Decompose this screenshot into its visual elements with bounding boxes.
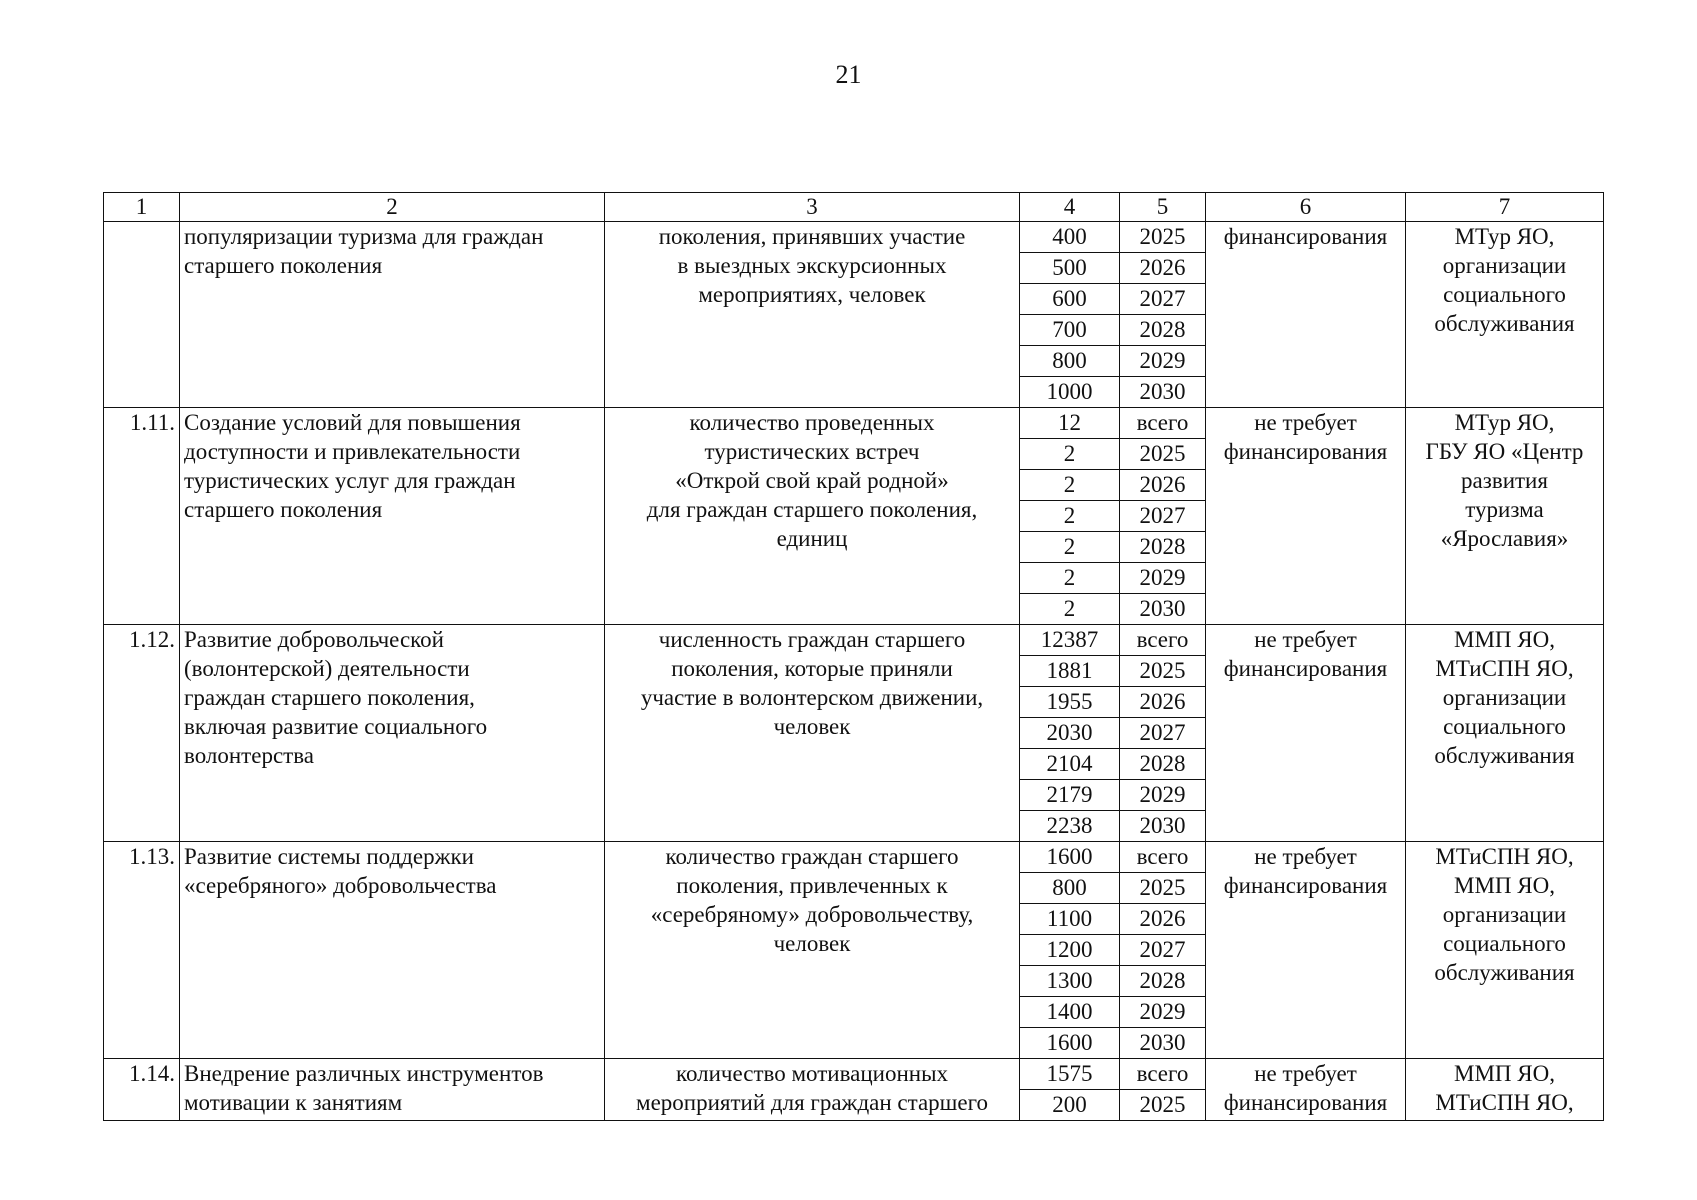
- indicator-value: 1000: [1020, 377, 1120, 408]
- measure-number: 1.14.: [104, 1059, 180, 1121]
- indicator-value: 800: [1020, 346, 1120, 377]
- measure-name: Развитие системы поддержки «серебряного» добровольчества: [180, 842, 605, 1059]
- indicator-value: 2: [1020, 439, 1120, 470]
- table-row: [104, 842, 1604, 873]
- indicator-value: 2: [1020, 532, 1120, 563]
- indicator-value: 1600: [1020, 1028, 1120, 1059]
- measure-name: Развитие добровольческой (волонтерской) деятельности граждан старшего поколения, включая развитие социального волонтерства: [180, 625, 605, 842]
- indicator-value: 2030: [1020, 718, 1120, 749]
- indicator-year: 2030: [1120, 1028, 1206, 1059]
- indicator-year: 2025: [1120, 222, 1206, 253]
- executors-list: ММП ЯО, МТиСПН ЯО,: [1406, 1059, 1604, 1121]
- table-row: [104, 1059, 1604, 1090]
- table-row: [104, 408, 1604, 439]
- indicator-value: 700: [1020, 315, 1120, 346]
- indicator-year: 2025: [1120, 656, 1206, 687]
- column-header: 4: [1020, 193, 1120, 222]
- financing-source: финансирования: [1206, 222, 1406, 408]
- indicator-year: 2028: [1120, 749, 1206, 780]
- measure-number: 1.11.: [104, 408, 180, 625]
- indicator-year: 2025: [1120, 1090, 1206, 1121]
- indicator-year: 2029: [1120, 997, 1206, 1028]
- indicator-text: количество мотивационных мероприятий для граждан старшего: [605, 1059, 1020, 1121]
- indicator-year: всего: [1120, 1059, 1206, 1090]
- indicator-year: всего: [1120, 408, 1206, 439]
- executors-list: МТур ЯО, организации социального обслуживания: [1406, 222, 1604, 408]
- column-header: 5: [1120, 193, 1206, 222]
- indicator-value: 600: [1020, 284, 1120, 315]
- indicator-text: численность граждан старшего поколения, которые приняли участие в волонтерском движении, человек: [605, 625, 1020, 842]
- measures-table: [103, 192, 1604, 1121]
- financing-source: не требует финансирования: [1206, 1059, 1406, 1121]
- column-header: 6: [1206, 193, 1406, 222]
- indicator-value: 12387: [1020, 625, 1120, 656]
- indicator-value: 1881: [1020, 656, 1120, 687]
- measure-name: Создание условий для повышения доступности и привлекательности туристических услуг для граждан старшего поколения: [180, 408, 605, 625]
- indicator-text: поколения, принявших участие в выездных экскурсионных мероприятиях, человек: [605, 222, 1020, 408]
- indicator-value: 500: [1020, 253, 1120, 284]
- indicator-year: 2029: [1120, 563, 1206, 594]
- indicator-value: 2: [1020, 501, 1120, 532]
- executors-list: ММП ЯО, МТиСПН ЯО, организации социального обслуживания: [1406, 625, 1604, 842]
- indicator-year: 2029: [1120, 346, 1206, 377]
- indicator-text: количество граждан старшего поколения, привлеченных к «серебряному» добровольчеству, человек: [605, 842, 1020, 1059]
- indicator-value: 2238: [1020, 811, 1120, 842]
- indicator-value: 2: [1020, 563, 1120, 594]
- financing-source: не требует финансирования: [1206, 842, 1406, 1059]
- measure-name: популяризации туризма для граждан старшего поколения: [180, 222, 605, 408]
- indicator-year: всего: [1120, 625, 1206, 656]
- indicator-year: 2026: [1120, 253, 1206, 284]
- measure-number: 1.12.: [104, 625, 180, 842]
- column-header: 2: [180, 193, 605, 222]
- column-header: 1: [104, 193, 180, 222]
- indicator-year: 2027: [1120, 935, 1206, 966]
- indicator-year: 2026: [1120, 687, 1206, 718]
- measure-number: 1.13.: [104, 842, 180, 1059]
- indicator-value: 12: [1020, 408, 1120, 439]
- page-number: 21: [835, 60, 862, 89]
- indicator-year: 2026: [1120, 904, 1206, 935]
- indicator-year: всего: [1120, 842, 1206, 873]
- column-header: 7: [1406, 193, 1604, 222]
- indicator-value: 1955: [1020, 687, 1120, 718]
- indicator-value: 1400: [1020, 997, 1120, 1028]
- table-row: [104, 625, 1604, 656]
- indicator-text: количество проведенных туристических встреч «Открой свой край родной» для граждан старшего поколения, единиц: [605, 408, 1020, 625]
- indicator-value: 400: [1020, 222, 1120, 253]
- table-header-row: [104, 193, 1604, 222]
- indicator-year: 2030: [1120, 811, 1206, 842]
- indicator-value: 1100: [1020, 904, 1120, 935]
- indicator-value: 1300: [1020, 966, 1120, 997]
- indicator-year: 2026: [1120, 470, 1206, 501]
- indicator-year: 2027: [1120, 284, 1206, 315]
- table-row: [104, 222, 1604, 253]
- indicator-year: 2030: [1120, 377, 1206, 408]
- indicator-value: 1575: [1020, 1059, 1120, 1090]
- measure-number: [104, 222, 180, 408]
- indicator-value: 200: [1020, 1090, 1120, 1121]
- indicator-value: 2: [1020, 594, 1120, 625]
- measure-name: Внедрение различных инструментов мотивации к занятиям: [180, 1059, 605, 1121]
- indicator-value: 1200: [1020, 935, 1120, 966]
- indicator-year: 2025: [1120, 873, 1206, 904]
- financing-source: не требует финансирования: [1206, 625, 1406, 842]
- indicator-year: 2028: [1120, 315, 1206, 346]
- indicator-value: 800: [1020, 873, 1120, 904]
- indicator-value: 1600: [1020, 842, 1120, 873]
- column-header: 3: [605, 193, 1020, 222]
- executors-list: МТур ЯО, ГБУ ЯО «Центр развития туризма «Ярославия»: [1406, 408, 1604, 625]
- financing-source: не требует финансирования: [1206, 408, 1406, 625]
- indicator-year: 2027: [1120, 718, 1206, 749]
- indicator-year: 2029: [1120, 780, 1206, 811]
- indicator-value: 2104: [1020, 749, 1120, 780]
- indicator-value: 2: [1020, 470, 1120, 501]
- indicator-year: 2028: [1120, 966, 1206, 997]
- indicator-year: 2028: [1120, 532, 1206, 563]
- indicator-value: 2179: [1020, 780, 1120, 811]
- indicator-year: 2027: [1120, 501, 1206, 532]
- indicator-year: 2025: [1120, 439, 1206, 470]
- executors-list: МТиСПН ЯО, ММП ЯО, организации социального обслуживания: [1406, 842, 1604, 1059]
- indicator-year: 2030: [1120, 594, 1206, 625]
